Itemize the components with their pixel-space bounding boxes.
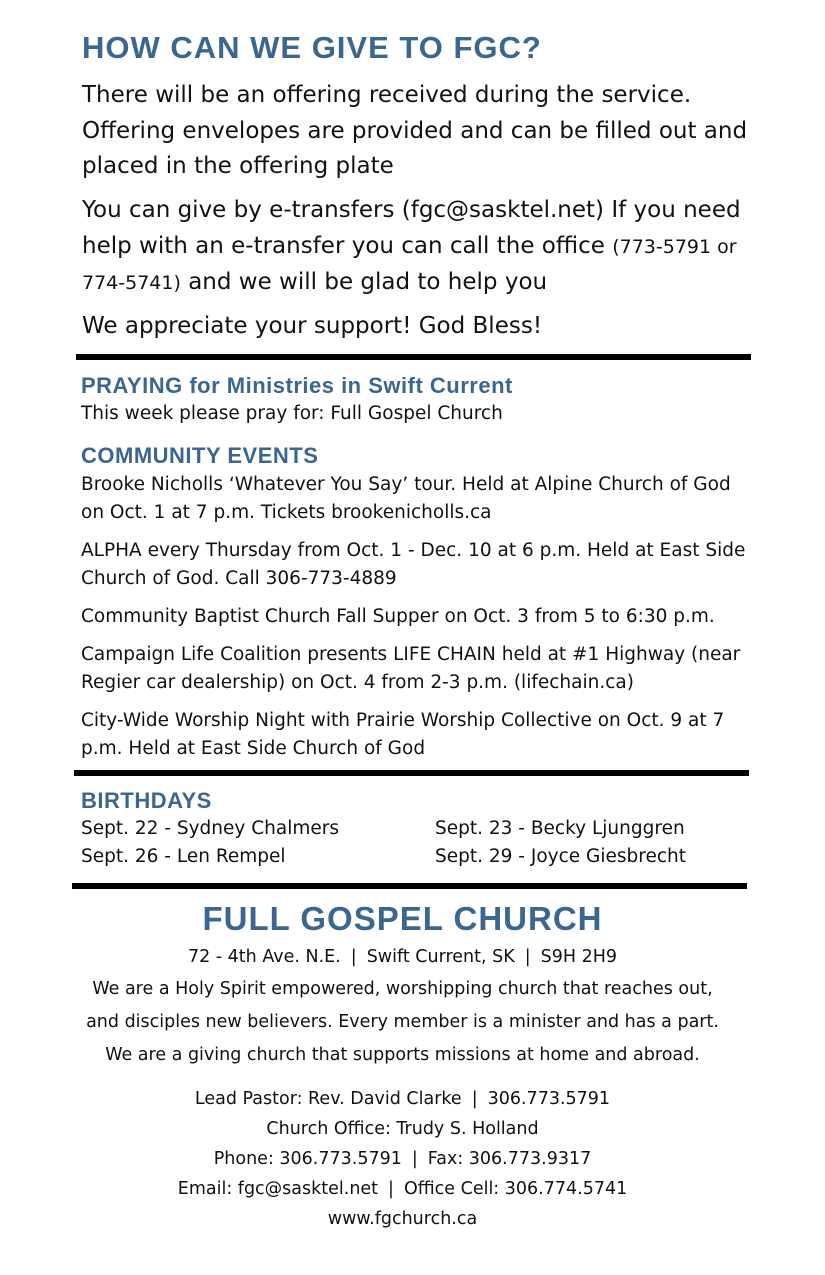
- event-item: Brooke Nicholls ‘Whatever You Say’ tour. Held at Alpine Church of God on Oct. 1 at 7 p.m. Tickets brookenicholls.ca: [81, 474, 731, 523]
- section-divider: [76, 354, 751, 360]
- community-events-heading: COMMUNITY EVENTS: [81, 443, 319, 468]
- separator: |: [524, 947, 531, 967]
- email-cell-line: [0, 1179, 805, 1199]
- etransfer-text: You can give by e-transfers (fgc@sasktel.net) If you need help with an e-transfer you can call the office: [82, 197, 741, 259]
- postal-code: S9H 2H9: [540, 947, 618, 967]
- event-item: ALPHA every Thursday from Oct. 1 - Dec. 10 at 6 p.m. Held at East Side Church of God. Call 306-773-4889: [81, 540, 746, 589]
- birthday-item: Sept. 22 - Sydney Chalmers: [81, 818, 339, 839]
- street-address: 72 - 4th Ave. N.E.: [187, 947, 341, 967]
- website-link[interactable]: www.fgchurch.ca: [327, 1209, 478, 1229]
- email-address: Email: fgc@sasktel.net: [177, 1179, 379, 1199]
- birthday-item: Sept. 26 - Len Rempel: [81, 846, 286, 867]
- section-divider: [74, 770, 749, 776]
- phone-number: Phone: 306.773.5791: [213, 1149, 402, 1169]
- mission-line: We are a Holy Spirit empowered, worshipping church that reaches out,: [92, 979, 713, 999]
- praying-heading: PRAYING for Ministries in Swift Current: [81, 373, 513, 398]
- appreciation-text: We appreciate your support! God Bless!: [82, 313, 543, 339]
- birthday-item: Sept. 29 - Joyce Giesbrecht: [435, 846, 686, 867]
- event-item: Campaign Life Coalition presents LIFE CHAIN held at #1 Highway (near Regier car dealership) on Oct. 4 from 2-3 p.m. (lifechain.ca): [81, 644, 741, 693]
- event-item: City-Wide Worship Night with Prairie Worship Collective on Oct. 9 at 7 p.m. Held at East Side Church of God: [81, 710, 725, 759]
- offering-paragraph: There will be an offering received during the service. Offering envelopes are provided and can be filled out and placed in the offering plate: [82, 82, 748, 179]
- mission-line: and disciples new believers. Every member is a minister and has a part.: [86, 1012, 719, 1032]
- church-name: FULL GOSPEL CHURCH: [202, 900, 603, 937]
- help-text: and we will be glad to help you: [180, 269, 548, 295]
- birthday-item: Sept. 23 - Becky Ljunggren: [435, 818, 685, 839]
- pastor-contact: [0, 1089, 805, 1109]
- separator: |: [350, 947, 357, 967]
- fax-number: Fax: 306.773.9317: [427, 1149, 592, 1169]
- office-contact: Church Office: Trudy S. Holland: [266, 1119, 539, 1139]
- pastor-phone: 306.773.5791: [487, 1089, 611, 1109]
- birthdays-heading: BIRTHDAYS: [81, 788, 212, 813]
- event-item: Community Baptist Church Fall Supper on Oct. 3 from 5 to 6:30 p.m.: [81, 606, 715, 627]
- mission-line: We are a giving church that supports missions at home and abroad.: [105, 1045, 700, 1065]
- city: Swift Current, SK: [366, 947, 515, 967]
- phone-fax-line: [0, 1149, 805, 1169]
- etransfer-paragraph: [82, 193, 762, 302]
- section-divider: [72, 883, 747, 889]
- office-cell: Office Cell: 306.774.5741: [403, 1179, 628, 1199]
- praying-text: This week please pray for: Full Gospel Church: [81, 403, 503, 424]
- separator: |: [411, 1149, 418, 1169]
- church-address: [0, 947, 805, 967]
- office-phones: (773-5791 or 774-5741): [82, 235, 737, 294]
- pastor-name: Lead Pastor: Rev. David Clarke: [194, 1089, 462, 1109]
- giving-heading: HOW CAN WE GIVE TO FGC?: [82, 30, 542, 65]
- separator: |: [388, 1179, 394, 1199]
- separator: |: [471, 1089, 478, 1109]
